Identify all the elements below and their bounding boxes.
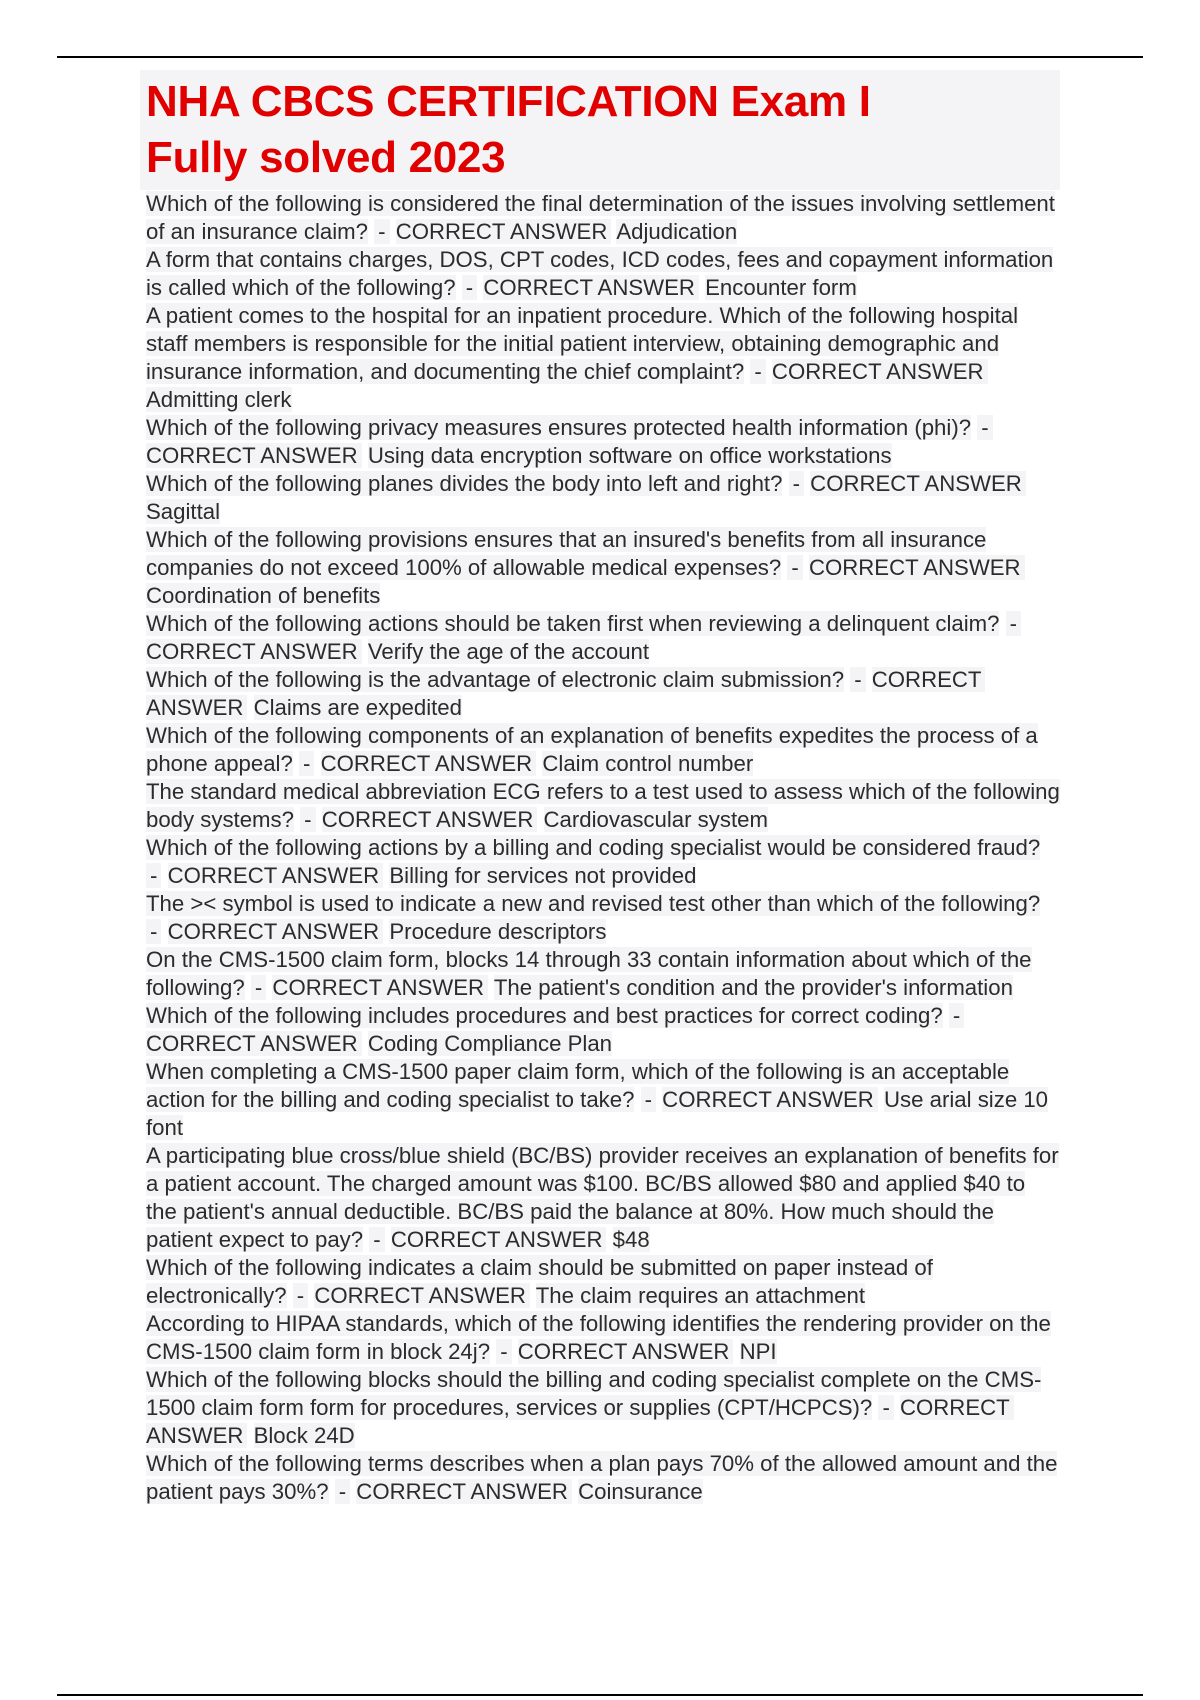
correct-answer-label: CORRECT ANSWER xyxy=(391,1227,607,1252)
qa-item xyxy=(140,1002,1060,1058)
separator: - xyxy=(251,975,266,1000)
qa-item xyxy=(140,946,1060,1002)
question-text: Which of the following components of an explanation of benefits expedites the process of a phone appeal? xyxy=(146,723,1038,776)
qa-item xyxy=(140,1142,1060,1254)
separator: - xyxy=(878,1395,893,1420)
question-text: Which of the following actions should be taken first when reviewing a delinquent claim? xyxy=(146,611,1000,636)
top-rule xyxy=(57,56,1143,58)
answer-text: Block 24D xyxy=(253,1423,355,1448)
answer-text: Claims are expedited xyxy=(253,695,462,720)
separator: - xyxy=(977,415,992,440)
separator: - xyxy=(750,359,765,384)
separator: - xyxy=(949,1003,964,1028)
correct-answer-label: CORRECT ANSWER xyxy=(321,751,537,776)
question-text: When completing a CMS-1500 paper claim form, which of the following is an acceptable action for the billing and coding specialist to take? xyxy=(146,1059,1010,1112)
bottom-rule xyxy=(57,1694,1143,1696)
question-text: On the CMS-1500 claim form, blocks 14 through 33 contain information about which of the following? xyxy=(146,947,1032,1000)
answer-text: Using data encryption software on office workstations xyxy=(367,443,892,468)
answer-text: Billing for services not provided xyxy=(389,863,697,888)
question-text: Which of the following terms describes when a plan pays 70% of the allowed amount and the patient pays 30%? xyxy=(146,1451,1058,1504)
question-text: The standard medical abbreviation ECG refers to a test used to assess which of the following body systems? xyxy=(146,779,1060,832)
qa-item xyxy=(140,1310,1060,1366)
qa-item xyxy=(140,890,1060,946)
correct-answer-label: CORRECT ANSWER xyxy=(146,667,985,720)
separator: - xyxy=(293,1283,308,1308)
question-text: Which of the following is considered the final determination of the issues involving settlement of an insurance claim? xyxy=(146,191,1055,244)
correct-answer-label: CORRECT ANSWER xyxy=(356,1479,572,1504)
answer-text: Encounter form xyxy=(705,275,857,300)
correct-answer-label: CORRECT ANSWER xyxy=(810,471,1026,496)
correct-answer-label: CORRECT ANSWER xyxy=(809,555,1025,580)
separator: - xyxy=(300,807,315,832)
question-text: A form that contains charges, DOS, CPT codes, ICD codes, fees and copayment information is called which of the following? xyxy=(146,247,1054,300)
question-text: Which of the following includes procedures and best practices for correct coding? xyxy=(146,1003,943,1028)
question-text: Which of the following blocks should the billing and coding specialist complete on the CMS-1500 claim form form for procedures, services or supplies (CPT/HCPCS)? xyxy=(146,1367,1042,1420)
correct-answer-label: CORRECT ANSWER xyxy=(146,443,362,468)
correct-answer-label: CORRECT ANSWER xyxy=(483,275,699,300)
answer-text: Claim control number xyxy=(542,751,754,776)
answer-text: $48 xyxy=(612,1227,650,1252)
question-text: Which of the following privacy measures ensures protected health information (phi)? xyxy=(146,415,972,440)
qa-item xyxy=(140,610,1060,666)
qa-item xyxy=(140,246,1060,302)
title-line-1: NHA CBCS CERTIFICATION Exam I xyxy=(146,77,871,126)
answer-text: Cardiovascular system xyxy=(543,807,768,832)
qa-item xyxy=(140,722,1060,778)
correct-answer-label: CORRECT ANSWER xyxy=(396,219,612,244)
correct-answer-label: CORRECT ANSWER xyxy=(146,1395,1014,1448)
separator: - xyxy=(374,219,389,244)
answer-text: Coding Compliance Plan xyxy=(367,1031,613,1056)
answer-text: Coordination of benefits xyxy=(146,583,381,608)
qa-item xyxy=(140,1254,1060,1310)
qa-item xyxy=(140,190,1060,246)
separator: - xyxy=(850,667,865,692)
correct-answer-label: CORRECT ANSWER xyxy=(662,1087,878,1112)
separator: - xyxy=(789,471,804,496)
separator: - xyxy=(146,919,161,944)
answer-text: Coinsurance xyxy=(578,1479,703,1504)
qa-item xyxy=(140,526,1060,610)
correct-answer-label: CORRECT ANSWER xyxy=(272,975,488,1000)
answer-text: Adjudication xyxy=(616,219,738,244)
qa-item xyxy=(140,778,1060,834)
question-text: A participating blue cross/blue shield (BC/BS) provider receives an explanation of benefits for a patient account. The charged amount was $100. BC/BS allowed $80 and applied $40 to the patient's annual deductible. BC/BS paid the balance at 80%. How much should the patient expect to pay? xyxy=(146,1143,1059,1252)
question-text: Which of the following planes divides the body into left and right? xyxy=(146,471,783,496)
separator: - xyxy=(462,275,477,300)
qa-item xyxy=(140,1450,1060,1506)
question-text: The >< symbol is used to indicate a new and revised test other than which of the following? xyxy=(146,891,1041,916)
qa-list xyxy=(140,190,1060,1506)
answer-text: NPI xyxy=(739,1339,777,1364)
correct-answer-label: CORRECT ANSWER xyxy=(146,639,362,664)
correct-answer-label: CORRECT ANSWER xyxy=(146,1031,362,1056)
question-text: Which of the following actions by a billing and coding specialist would be considered fraud? xyxy=(146,835,1041,860)
answer-text: Sagittal xyxy=(146,499,221,524)
separator: - xyxy=(369,1227,384,1252)
correct-answer-label: CORRECT ANSWER xyxy=(322,807,538,832)
question-text: Which of the following indicates a claim should be submitted on paper instead of electronically? xyxy=(146,1255,933,1308)
separator: - xyxy=(1006,611,1021,636)
qa-item xyxy=(140,1366,1060,1450)
correct-answer-label: CORRECT ANSWER xyxy=(168,863,384,888)
separator: - xyxy=(787,555,802,580)
separator: - xyxy=(335,1479,350,1504)
separator: - xyxy=(496,1339,511,1364)
question-text: Which of the following is the advantage of electronic claim submission? xyxy=(146,667,845,692)
qa-item xyxy=(140,834,1060,890)
answer-text: Verify the age of the account xyxy=(367,639,650,664)
answer-text: The claim requires an attachment xyxy=(535,1283,866,1308)
document-title xyxy=(140,70,1060,190)
question-text: Which of the following provisions ensures that an insured's benefits from all insurance companies do not exceed 100% of allowable medical expenses? xyxy=(146,527,987,580)
separator: - xyxy=(146,863,161,888)
qa-item xyxy=(140,1058,1060,1142)
answer-text: Procedure descriptors xyxy=(389,919,607,944)
separator: - xyxy=(299,751,314,776)
question-text: A patient comes to the hospital for an inpatient procedure. Which of the following hospital staff members is responsible for the initial patient interview, obtaining demographic and insurance information, and documenting the chief complaint? xyxy=(146,303,1018,384)
document-body xyxy=(140,70,1060,1506)
qa-item xyxy=(140,666,1060,722)
correct-answer-label: CORRECT ANSWER xyxy=(518,1339,734,1364)
answer-text: Admitting clerk xyxy=(146,387,292,412)
answer-text: Use arial size 10 font xyxy=(146,1087,1048,1140)
correct-answer-label: CORRECT ANSWER xyxy=(772,359,988,384)
qa-item xyxy=(140,414,1060,470)
qa-item xyxy=(140,302,1060,414)
qa-item xyxy=(140,470,1060,526)
title-line-2: Fully solved 2023 xyxy=(146,133,506,182)
answer-text: The patient's condition and the provider's information xyxy=(493,975,1013,1000)
correct-answer-label: CORRECT ANSWER xyxy=(168,919,384,944)
correct-answer-label: CORRECT ANSWER xyxy=(314,1283,530,1308)
separator: - xyxy=(641,1087,656,1112)
question-text: According to HIPAA standards, which of the following identifies the rendering provider on the CMS-1500 claim form in block 24j? xyxy=(146,1311,1051,1364)
